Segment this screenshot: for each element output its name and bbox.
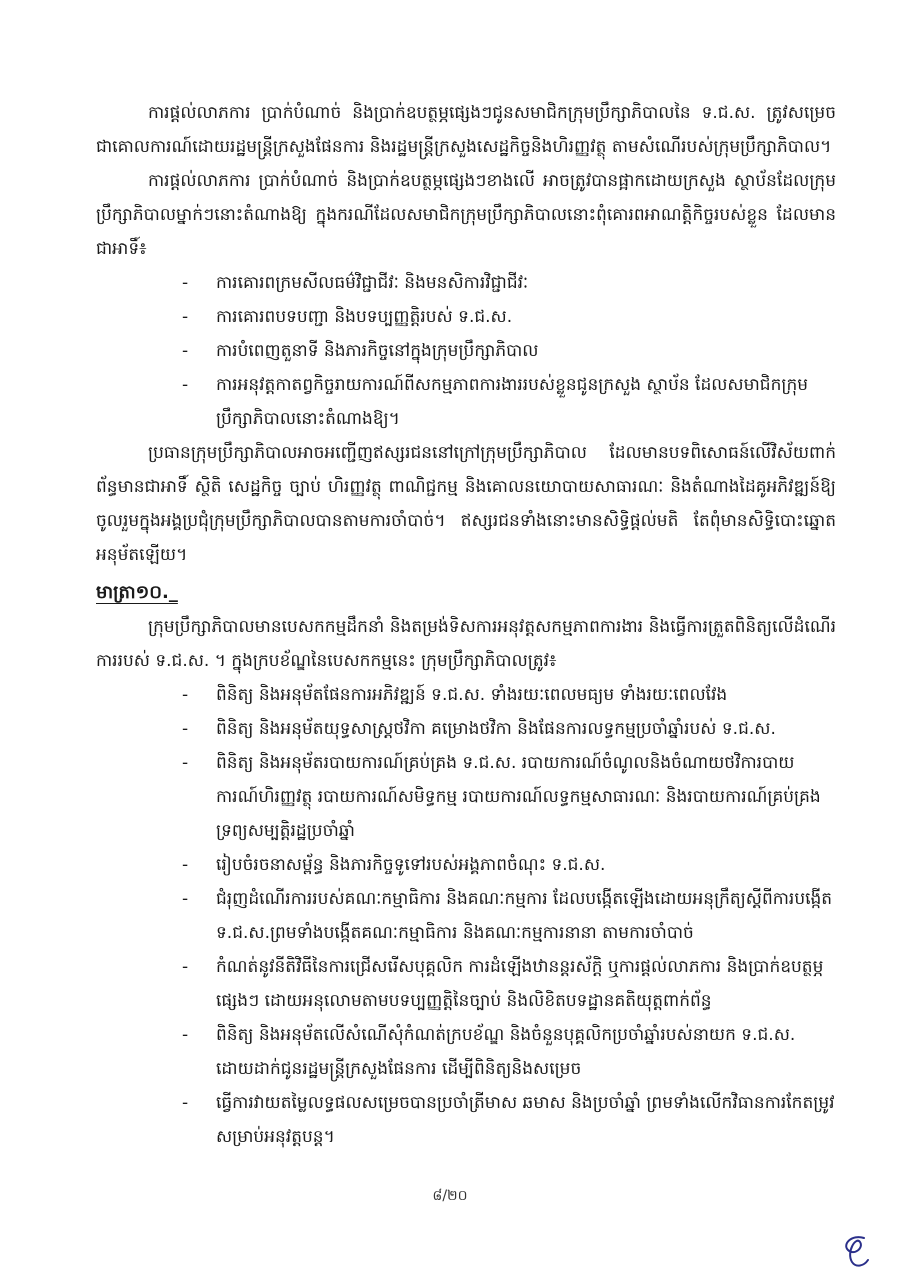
list-item xyxy=(182,746,836,848)
list-item xyxy=(182,368,836,436)
handwritten-initial-icon xyxy=(834,1232,876,1272)
list-item xyxy=(182,1018,836,1086)
paragraph-invited-experts: ប្រធានក្រុមប្រឹក្សាភិបាលអាចអញ្ជើញឥស្សរជននៅក្រៅក្រុមប្រឹក្សាភិបាល ដែលមានបទពិសោធន៍លើវិស័យពាក់ព័ន្ធមានជាអាទិ៍ ស្ថិតិ សេដ្ឋកិច្ច ច្បាប់ ហិរញ្ញវត្ថុ ពាណិជ្ជកម្ម និងគោលនយោបាយសាធារណៈ និងតំណាងដៃគូអភិវឌ្ឍន៍ឱ្យចូលរួមក្នុងអង្គប្រជុំក្រុមប្រឹក្សាភិបាលបានតាមការចាំបាច់។ ឥស្សរជនទាំងនោះមានសិទ្ធិផ្ដល់មតិ តែពុំមានសិទ្ធិបោះឆ្នោតអនុម័តឡើយ។ xyxy=(96,443,836,565)
board-duties-list xyxy=(96,678,836,1154)
list-item xyxy=(182,300,836,334)
bullet-dash: - xyxy=(182,341,189,361)
list-item xyxy=(182,882,836,950)
list-item-text: ការគោរពក្រមសីលធម៌វិជ្ជាជីវៈ និងមនសិការវិជ្ជាជីវៈ xyxy=(216,273,529,293)
list-item-text: ពិនិត្យ និងអនុម័តរបាយការណ៍គ្រប់គ្រង ទ.ជ.ស. របាយការណ៍ចំណូលនិងចំណាយថវិការបាយការណ៍ហិរញ្ញវត្ថុ របាយការណ៍សមិទ្ធកម្ម របាយការណ៍លទ្ធកម្មសាធារណៈ និងរបាយការណ៍គ្រប់គ្រងទ្រព្យសម្បត្តិរដ្ឋប្រចាំឆ្នាំ xyxy=(216,753,821,841)
bullet-dash: - xyxy=(182,1093,189,1113)
list-item-text: ជំរុញដំណើរការរបស់គណៈកម្មាធិការ និងគណៈកម្មការ ដែលបង្កើតឡើងដោយអនុក្រឹត្យស្ដីពីការបង្កើត ទ.ជ.ស.ព្រមទាំងបង្កើតគណៈកម្មាធិការ និងគណៈកម្មការនានា តាមការចាំបាច់ xyxy=(216,889,833,943)
paragraph-allowance-approval: ការផ្ដល់លាភការ ប្រាក់បំណាច់ និងប្រាក់ឧបត្ថម្ភផ្សេងៗជូនសមាជិកក្រុមប្រឹក្សាភិបាលនៃ ទ.ជ.ស. ត្រូវសម្រេចជាគោលការណ៍ដោយរដ្ឋមន្ត្រីក្រសួងផែនការ និងរដ្ឋមន្ត្រីក្រសួងសេដ្ឋកិច្ចនិងហិរញ្ញវត្ថុ តាមសំណើរបស់ក្រុមប្រឹក្សាភិបាល។ xyxy=(96,103,836,157)
document-body xyxy=(96,96,836,1154)
bullet-dash: - xyxy=(182,719,189,739)
bullet-dash: - xyxy=(182,753,189,773)
bullet-dash: - xyxy=(182,375,189,395)
list-item xyxy=(182,1086,836,1154)
bullet-dash: - xyxy=(182,1025,189,1045)
bullet-dash: - xyxy=(182,307,189,327)
list-item-text: ពិនិត្យ និងអនុម័តលើសំណើសុំកំណត់ក្របខ័ណ្ឌ និងចំនួនបុគ្គលិកប្រចាំឆ្នាំរបស់នាយក ទ.ជ.ស. ដោយដាក់ជូនរដ្ឋមន្ត្រីក្រសួងផែនការ ដើម្បីពិនិត្យនិងសម្រេច xyxy=(216,1025,796,1079)
list-item-text: កំណត់នូវនីតិវិធីនៃការជ្រើសរើសបុគ្គលិក ការដំឡើងឋានន្តរស័ក្តិ ឬការផ្ដល់លាភការ និងប្រាក់ឧបត្ថម្ភផ្សេងៗ ដោយអនុលោមតាមបទប្បញ្ញត្តិនៃច្បាប់ និងលិខិតបទដ្ឋានគតិយុត្តពាក់ព័ន្ធ xyxy=(216,957,824,1011)
list-item-text: រៀបចំរចនាសម្ព័ន្ធ និងភារកិច្ចទូទៅរបស់អង្គភាពចំណុះ ទ.ជ.ស. xyxy=(216,855,606,875)
list-item xyxy=(182,848,836,882)
bullet-dash: - xyxy=(182,855,189,875)
bullet-dash: - xyxy=(182,889,189,909)
suspension-conditions-list xyxy=(96,266,836,436)
list-item xyxy=(182,950,836,1018)
bullet-dash: - xyxy=(182,273,189,293)
list-item xyxy=(182,678,836,712)
paragraph-allowance-suspension: ការផ្ដល់លាភការ ប្រាក់បំណាច់ និងប្រាក់ឧបត្ថម្ភផ្សេងៗខាងលើ អាចត្រូវបានផ្អាកដោយក្រសួង ស្ថាប័នដែលក្រុមប្រឹក្សាភិបាលម្នាក់ៗនោះតំណាងឱ្យ ក្នុងករណីដែលសមាជិកក្រុមប្រឹក្សាភិបាលនោះពុំគោរពអាណត្តិកិច្ចរបស់ខ្លួន ដែលមានជាអាទិ៍៖ xyxy=(96,171,836,259)
list-item xyxy=(182,334,836,368)
list-item xyxy=(182,712,836,746)
bullet-dash: - xyxy=(182,957,189,977)
list-item-text: ការបំពេញតួនាទី និងភារកិច្ចនៅក្នុងក្រុមប្រឹក្សាភិបាល xyxy=(216,341,539,361)
list-item-text: ពិនិត្យ និងអនុម័តយុទ្ធសាស្ត្រថវិកា គម្រោងថវិកា និងផែនការលទ្ធកម្មប្រចាំឆ្នាំរបស់ ទ.ជ.ស. xyxy=(216,719,776,739)
list-item-text: ការអនុវត្តកាតព្វកិច្ចរាយការណ៍ពីសកម្មភាពការងាររបស់ខ្លួនជូនក្រសួង ស្ថាប័ន ដែលសមាជិកក្រុមប្រឹក្សាភិបាលនោះតំណាងឱ្យ។ xyxy=(216,375,809,429)
article-heading: មាត្រា១០._ xyxy=(96,582,178,603)
paragraph-board-mission: ក្រុមប្រឹក្សាភិបាលមានបេសកកម្មដឹកនាំ និងតម្រង់ទិសការអនុវត្តសកម្មភាពការងារ និងធ្វើការត្រួតពិនិត្យលើដំណើរការរបស់ ទ.ជ.ស. ។ ក្នុងក្របខ័ណ្ឌនៃបេសកកម្មនេះ ក្រុមប្រឹក្សាភិបាលត្រូវ៖ xyxy=(96,617,836,671)
list-item-text: ពិនិត្យ និងអនុម័តផែនការអភិវឌ្ឍន៍ ទ.ជ.ស. ទាំងរយៈពេលមធ្យម ទាំងរយៈពេលវែង xyxy=(216,685,728,705)
page-number: ៨/២០ xyxy=(432,1188,468,1204)
list-item-text: ធ្វើការវាយតម្លៃលទ្ធផលសម្រេចបានប្រចាំត្រីមាស ឆមាស និងប្រចាំឆ្នាំ ព្រមទាំងលើកវិធានការកែតម្រូវសម្រាប់អនុវត្តបន្ត។ xyxy=(216,1093,835,1147)
list-item xyxy=(182,266,836,300)
bullet-dash: - xyxy=(182,685,189,705)
list-item-text: ការគោរពបទបញ្ជា និងបទប្បញ្ញត្តិរបស់ ទ.ជ.ស. xyxy=(216,307,513,327)
